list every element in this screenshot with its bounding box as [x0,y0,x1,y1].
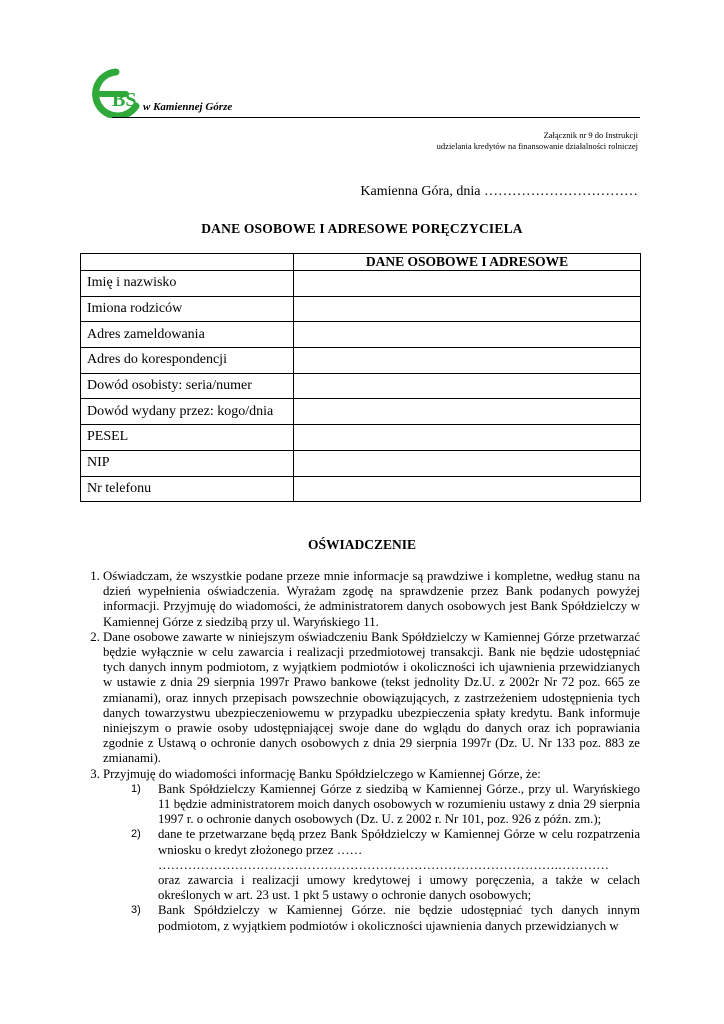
row-label: Dowód wydany przez: kogo/dnia [81,399,294,425]
statement-body [84,569,640,934]
sub-point-3 [121,903,640,933]
table-row [81,399,641,425]
header-divider [112,117,640,118]
attachment-line-2: udzielania kredytów na finansowanie działalności rolniczej [436,141,638,151]
table-row [81,348,641,374]
row-label: Adres do korespondencji [81,348,294,374]
attachment-line-1: Załącznik nr 9 do Instrukcji [543,130,638,140]
bank-location: w Kamiennej Górze [143,101,233,113]
row-value-field[interactable] [294,296,641,322]
sub-point-number: 2) [131,828,141,841]
row-value-field[interactable] [294,476,641,502]
row-value-field[interactable] [294,425,641,451]
statement-point-2: 2. Dane osobowe zawarte w niniejszym oświadczeniu Bank Spółdzielczy w Kamiennej Górze przetwarzać będzie wyłącznie w celu zawarcia i realizacji przedmiotowej transakcji. Bank nie będzie udostępniać tych danych innym podmiotom, z wyjątkiem podmiotów i okoliczności ich ujawnienia przewidzianych w ustawie z dnia 29 sierpnia 1997r Prawo bankowe (tekst jednolity Dz.U. z 2002r Nr 72 poz. 665 ze zmianami), oraz innych przepisach powszechnie obowiązujących, z zastrzeżeniem udostępnienia tych danych towarzystwu ubezpieczeniowemu w przypadku ubezpieczenia spłaty kredytu. Bank informuje niniejszym o prawie osoby udostępniającej swoje dane do wglądu do danych oraz ich poprawiania zgodnie z Ustawą o ochronie danych osobowych z dnia 29 sierpnia 1997r (Dz. U. Nr 133 poz. 883 ze zmianami). [103,630,640,767]
row-label: Imię i nazwisko [81,271,294,297]
sub-point-1 [121,782,640,828]
row-value-field[interactable] [294,322,641,348]
row-label: NIP [81,450,294,476]
place-date-field[interactable]: Kamienna Góra, dnia …………………………… [360,184,638,199]
logo-text: BS [112,89,137,111]
attachment-note [437,130,638,152]
bank-logo [86,66,146,118]
row-label: Adres zameldowania [81,322,294,348]
sub-point-number: 1) [131,782,141,795]
statement-point-3-intro: Przyjmuję do wiadomości informację Banku Spółdzielczego w Kamiennej Górze, że: [103,766,541,781]
statement-sublist [121,782,640,934]
table-row [81,373,641,399]
statement-title: OŚWIADCZENIE [307,537,417,552]
row-label: PESEL [81,425,294,451]
statement-list [84,569,640,934]
statement-point-3 [103,767,640,934]
sub-point-2 [121,827,640,903]
row-label: Imiona rodziców [81,296,294,322]
personal-data-table [80,253,641,502]
row-value-field[interactable] [294,348,641,374]
table-row [81,476,641,502]
table-column-header: DANE OSOBOWE I ADRESOWE [294,254,641,271]
statement-point-1: 1. Oświadczam, że wszystkie podane przeze mnie informacje są prawdziwe i kompletne, według stanu na dzień wypełnienia oświadczenia. Wyrażam zgodę na sprawdzenie przez Bank podanych powyżej informacji. Przyjmuję do wiadomości, że administratorem danych osobowych jest Bank Spółdzielczy w Kamiennej Górze z siedzibą przy ul. Waryńskiego 11. [103,569,640,630]
table-row [81,450,641,476]
table-row [81,425,641,451]
sub-point-text: Bank Spółdzielczy w Kamiennej Górze. nie będzie udostępniać tych danych innym podmiotom, z wyjątkiem podmiotów i okoliczności ujawnienia danych przewidzianych w [158,903,640,933]
sub-point-text-continued: oraz zawarcia i realizacji umowy kredytowej i umowy poręczenia, a także w celach określonych w art. 23 ust. 1 pkt 5 ustawy o ochronie danych osobowych; [158,873,640,903]
sub-point-text: dane te przetwarzane będą przez Bank Spółdzielczy w Kamiennej Górze w celu rozpatrzenia wniosku o kredyt złożonego przez …… [158,827,640,857]
sub-point-number: 3) [131,904,141,917]
row-label: Dowód osobisty: seria/numer [81,373,294,399]
table-header-empty [81,254,294,271]
row-value-field[interactable] [294,399,641,425]
table-row [81,271,641,297]
table-header-row [81,254,641,271]
applicant-name-field[interactable]: ………………………………………………………………………………….………… [158,857,610,872]
row-label: Nr telefonu [81,476,294,502]
row-value-field[interactable] [294,450,641,476]
row-value-field[interactable] [294,271,641,297]
row-value-field[interactable] [294,373,641,399]
sub-point-text: Bank Spółdzielczy Kamiennej Górze z siedzibą w Kamiennej Górze., przy ul. Waryńskiego 11 będzie administratorem moich danych osobowych w rozumieniu ustawy z dnia 29 sierpnia 1997 r. o ochronie danych osobowych (Dz. U. z 2002 r. Nr 101, poz. 926 z późn. zm.); [158,781,640,827]
form-title: DANE OSOBOWE I ADRESOWE PORĘCZYCIELA [201,221,523,236]
table-row [81,296,641,322]
table-row [81,322,641,348]
